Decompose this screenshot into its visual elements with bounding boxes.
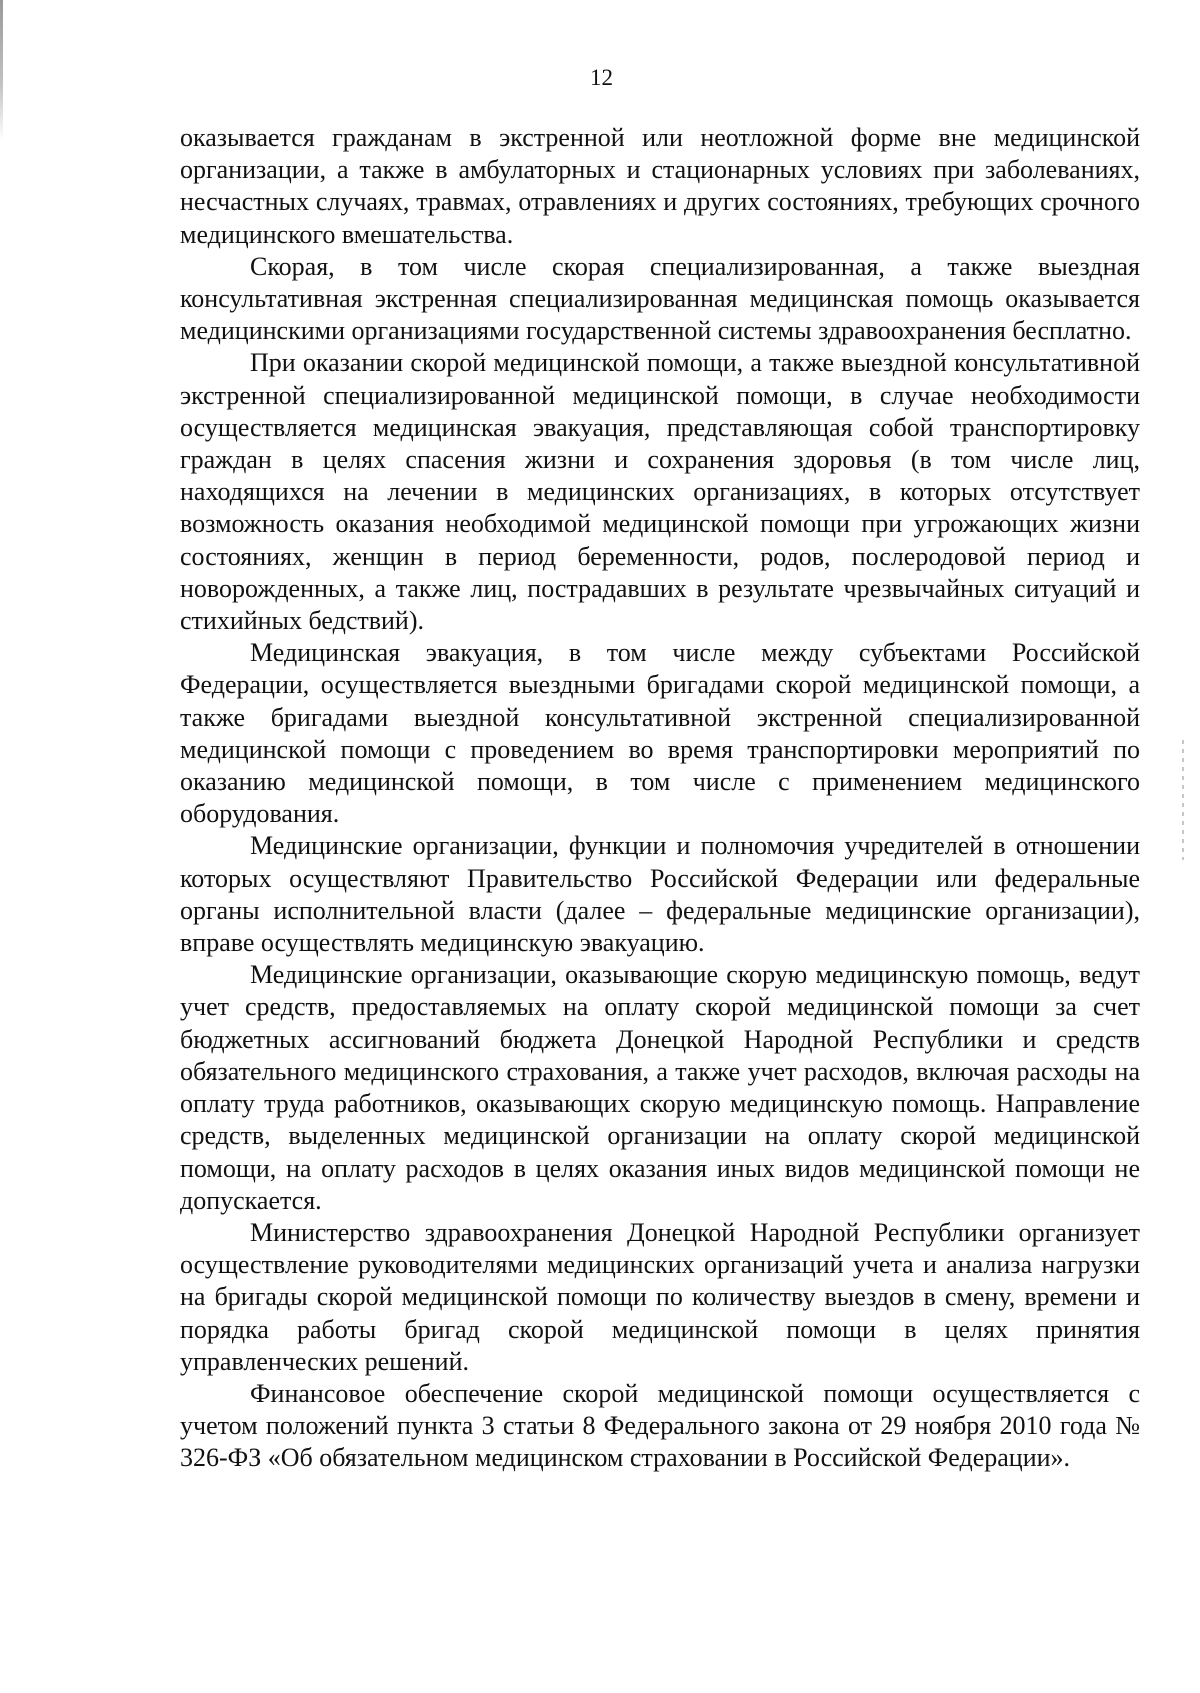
paragraph-funds-accounting: Медицинские организации, оказывающие скорую медицинскую помощь, ведут учет средств, предоставляемых на оплату скорой медицинской помощи за счет бюджетных ассигнований бюджета Донецкой Народной Республики и средств обязательного медицинского страхования, а также учет расходов, включая расходы на оплату труда работников, оказывающих скорую медицинскую помощь. Направление средств, выделенных медицинской организации на оплату скорой медицинской помощи, на оплату расходов в целях оказания иных видов медицинской помощи не допускается. [180, 960, 1140, 1215]
paragraph-financing: Финансовое обеспечение скорой медицинской помощи осуществляется с учетом положений пункта 3 статьи 8 Федерального закона от 29 ноября 2010 года № 326-ФЗ «Об обязательном медицинском страховании в Российской Федерации». [180, 1378, 1140, 1473]
paragraph-free-emergency-care: Скорая, в том числе скорая специализированная, а также выездная консультативная экстренная специализированная медицинская помощь оказывается медицинскими организациями государственной системы здравоохранения бесплатно. [180, 251, 1140, 346]
paragraph-continuation: оказывается гражданам в экстренной или неотложной форме вне медицинской организации, а также в амбулаторных и стационарных условиях при заболеваниях, несчастных случаях, травмах, отравлениях и других состояниях, требующих срочного медицинского вмешательства. [180, 123, 1140, 249]
page-number: 12 [590, 65, 613, 90]
paragraph-evacuation-brigades: Медицинская эвакуация, в том числе между субъектами Российской Федерации, осуществляется выездными бригадами скорой медицинской помощи, а также бригадами выездной консультативной экстренной специализированной медицинской помощи с проведением во время транспортировки мероприятий по оказанию медицинской помощи, в том числе с применением медицинского оборудования. [180, 638, 1140, 829]
document-body [180, 122, 1140, 1475]
paragraph-ministry-workload: Министерство здравоохранения Донецкой Народной Республики организует осуществление руководителями медицинских организаций учета и анализа нагрузки на бригады скорой медицинской помощи по количеству выездов в смену, времени и порядка работы бригад скорой медицинской помощи в целях принятия управленческих решений. [180, 1217, 1140, 1376]
paragraph-medical-evacuation: При оказании скорой медицинской помощи, а также выездной консультативной экстренной специализированной медицинской помощи, в случае необходимости осуществляется медицинская эвакуация, представляющая собой транспортировку граждан в целях спасения жизни и сохранения здоровья (в том числе лиц, находящихся на лечении в медицинских организациях, в которых отсутствует возможность оказания необходимой медицинской помощи при угрожающих жизни состояниях, женщин в период беременности, родов, послеродовой период и новорожденных, а также лиц, пострадавших в результате чрезвычайных ситуаций и стихийных бедствий). [180, 348, 1140, 636]
scan-dotted-mark [1182, 740, 1184, 860]
paragraph-federal-organizations: Медицинские организации, функции и полномочия учредителей в отношении которых осуществляют Правительство Российской Федерации или федеральные органы исполнительной власти (далее – федеральные медицинские организации), вправе осуществлять медицинскую эвакуацию. [180, 831, 1140, 958]
